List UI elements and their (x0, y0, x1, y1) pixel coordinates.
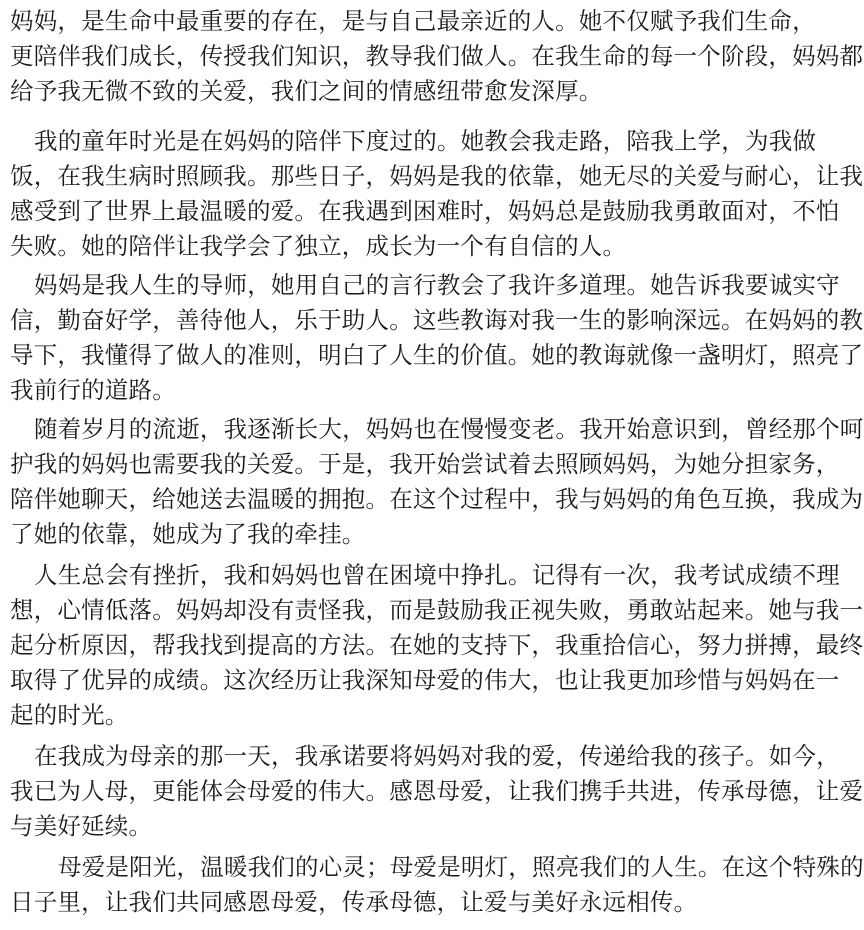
paragraph-1-line-1: 妈妈，是生命中最重要的存在，是与自己最亲近的人。她不仅赋予我们生命， (10, 7, 816, 35)
paragraph-4-line-4: 了她的依靠，她成为了我的牵挂。 (10, 520, 366, 548)
paragraph-6-line-1: 在我成为母亲的那一天，我承诺要将妈妈对我的爱，传递给我的孩子。如今， (34, 742, 840, 770)
paragraph-3-line-1: 妈妈是我人生的导师，她用自己的言行教会了我许多道理。她告诉我要诚实守 (34, 271, 840, 299)
paragraph-4-line-1: 随着岁月的流逝，我逐渐长大，妈妈也在慢慢变老。我开始意识到，曾经那个呵 (34, 415, 864, 443)
paragraph-5-line-2: 想，心情低落。妈妈却没有责怪我，而是鼓励我正视失败，勇敢站起来。她与我一 (10, 596, 864, 624)
paragraph-3-line-4: 我前行的道路。 (10, 376, 176, 404)
paragraph-1-line-3: 给予我无微不致的关爱，我们之间的情感纽带愈发深厚。 (10, 77, 603, 105)
paragraph-2-line-4: 失败。她的陪伴让我学会了独立，成长为一个有自信的人。 (10, 232, 627, 260)
paragraph-3-line-2: 信，勤奋好学，善待他人，乐于助人。这些教诲对我一生的影响深远。在妈妈的教 (10, 306, 864, 334)
paragraph-3-line-3: 导下，我懂得了做人的准则，明白了人生的价值。她的教诲就像一盏明灯，照亮了 (10, 341, 864, 369)
paragraph-7-line-2: 日子里，让我们共同感恩母爱，传承母德，让爱与美好永远相传。 (10, 888, 698, 916)
paragraph-6-line-3: 与美好延续。 (10, 812, 153, 840)
paragraph-5-line-5: 起的时光。 (10, 701, 129, 729)
paragraph-2-line-1: 我的童年时光是在妈妈的陪伴下度过的。她教会我走路，陪我上学，为我做 (34, 127, 817, 155)
paragraph-7-line-1: 母爱是阳光，温暖我们的心灵；母爱是明灯，照亮我们的人生。在这个特殊的 (58, 853, 864, 881)
paragraph-4-line-2: 护我的妈妈也需要我的关爱。于是，我开始尝试着去照顾妈妈，为她分担家务， (10, 450, 840, 478)
paragraph-6-line-2: 我已为人母，更能体会母爱的伟大。感恩母爱，让我们携手共进，传承母德，让爱 (10, 777, 864, 805)
paragraph-1-line-2: 更陪伴我们成长，传授我们知识，教导我们做人。在我生命的每一个阶段，妈妈都 (10, 42, 864, 70)
paragraph-5-line-4: 取得了优异的成绩。这次经历让我深知母爱的伟大，也让我更加珍惜与妈妈在一 (10, 666, 840, 694)
paragraph-5-line-1: 人生总会有挫折，我和妈妈也曾在困境中挣扎。记得有一次，我考试成绩不理 (34, 561, 840, 589)
paragraph-5-line-3: 起分析原因，帮我找到提高的方法。在她的支持下，我重拾信心，努力拼搏，最终 (10, 631, 864, 659)
paragraph-2-line-3: 感受到了世界上最温暖的爱。在我遇到困难时，妈妈总是鼓励我勇敢面对，不怕 (10, 197, 840, 225)
paragraph-2-line-2: 饭，在我生病时照顾我。那些日子，妈妈是我的依靠，她无尽的关爱与耐心，让我 (10, 162, 864, 190)
paragraph-4-line-3: 陪伴她聊天，给她送去温暖的拥抱。在这个过程中，我与妈妈的角色互换，我成为 (10, 485, 864, 513)
